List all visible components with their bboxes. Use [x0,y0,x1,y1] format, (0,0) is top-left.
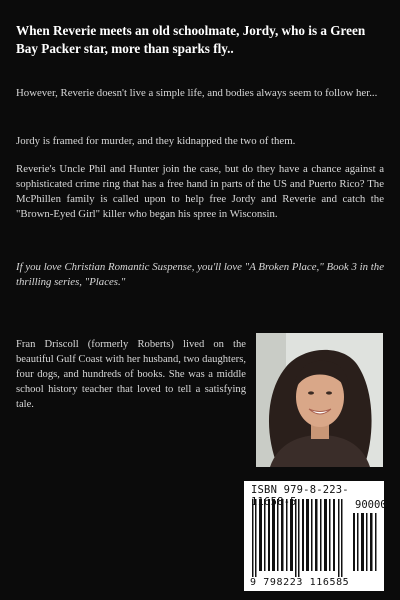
author-portrait [256,333,383,467]
headline: When Reverie meets an old schoolmate, Jordy, who is a Green Bay Packer star, more than sparks fly.. [16,23,366,56]
series-teaser: If you love Christian Romantic Suspense, you'll love "A Broken Place," Book 3 in the thrilling series, "Places." [16,261,384,288]
isbn-label: ISBN 979-8-223-11658-5 [251,484,349,508]
paragraph-3: Reverie's Uncle Phil and Hunter join the case, but do they have a chance against a sophisticated crime ring that has a free hand in parts of the US and Puerto Rico? The McPhillen family is called upon to help free Jordy and Reverie and catch the "Brown-Eyed Girl" killer who began his spree in Wisconsin. [16,163,384,220]
isbn-barcode [244,481,387,591]
author-bio: Fran Driscoll (formerly Roberts) lived on the beautiful Gulf Coast with her husband, two daughters, four dogs, and hundreds of books. She was a middle school history teacher that loved to tell a satisfying tale. [16,339,246,410]
author-portrait-icon [256,333,383,467]
paragraph-1: However, Reverie doesn't live a simple life, and bodies always seem to follow her... [16,87,378,99]
paragraph-2: Jordy is framed for murder, and they kidnapped the two of them. [16,135,296,147]
barcode-icon [250,499,350,577]
price-code: 90000 [355,499,387,511]
barcode-digits: 9 798223 116585 [250,577,350,588]
price-barcode-icon [352,513,380,571]
